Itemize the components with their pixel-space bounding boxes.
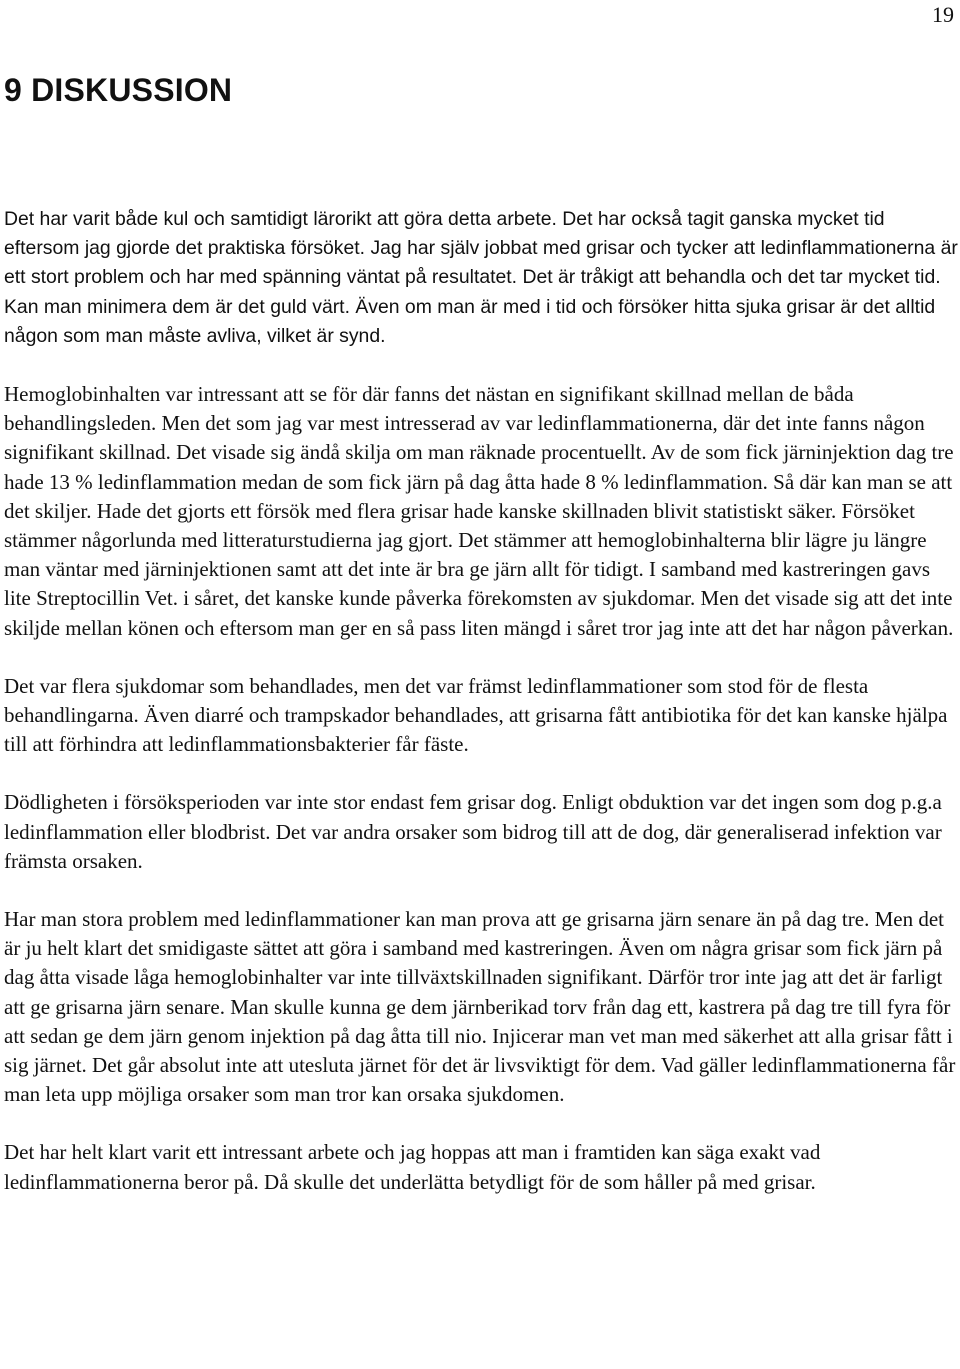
paragraph-conclusion: Det har helt klart varit ett intressant arbete och jag hoppas att man i framtiden kan säga exakt vad ledinflammationerna beror på. Då skulle det underlätta betydligt för de som håller på med grisar. xyxy=(4,1140,821,1194)
paragraph-intro: Det har varit både kul och samtidigt lärorikt att göra detta arbete. Det har också tagit ganska mycket tid eftersom jag gjorde det praktiska försöket. Jag har själv jobbat med grisar och tycker att ledinflammationerna är ett stort problem och har med spänning väntat på resultatet. Det är tråkigt att behandla och det tar mycket tid. Kan man minimera dem är det guld värt. Även om man är med i tid och försöker hitta sjuka grisar är det alltid någon som man måste avliva, vilket är synd. xyxy=(4,208,958,347)
page-number: 19 xyxy=(932,2,954,27)
paragraph-diseases: Det var flera sjukdomar som behandlades, men det var främst ledinflammationer som stod för de flesta behandlingarna. Även diarré och trampskador behandlades, att grisarna fått antibiotika för det kan kanske hjälpa till att förhindra att ledinflammationsbakterier får fäste. xyxy=(4,673,948,757)
paragraph-hemoglobin: Hemoglobinhalten var intressant att se för där fanns det nästan en signifikant skillnad mellan de båda behandlingsleden. Men det som jag var mest intresserad av var ledinflammationerna, där det inte fanns någon signifikant skillnad. Det visade sig ändå skilja om man räknade procentuellt. Av de som fick järninjektion dag tre hade 13 % ledinflammation medan de som fick järn på dag åtta hade 8 % ledinflammation. Så där kan man se att det skiljer. Hade det gjorts ett försök med flera grisar hade kanske skillnaden blivit statistiskt säker. Försöket stämmer någorlunda med litteraturstudierna jag gjort. Det stämmer att hemoglobinhalterna blir lägre ju längre man väntar med järninjektionen samt att det inte är bra ge järn allt för tidigt. I samband med kastreringen gavs lite Streptocillin Vet. i såret, det kanske kunde påverka förekomsten av sjukdomar. Men det visade sig att det inte skiljde mellan könen och eftersom man ger en så pass liten mängd i såret tror jag inte att det har någon påverkan. xyxy=(4,382,954,640)
discussion-body xyxy=(4,205,958,1197)
paragraph-recommendation: Har man stora problem med ledinflammationer kan man prova att ge grisarna järn senare än på dag tre. Men det är ju helt klart det smidigaste sättet att göra i samband med kastreringen. Även om några grisar som fick järn på dag åtta visade låga hemoglobinhalter var inte tillväxtskillnaden signifikant. Därför tror inte jag att det är farligt att ge grisarna järn senare. Man skulle kunna ge dem järnberikad torv från dag ett, kastrera på dag tre till fyra för att sedan ge dem järn genom injektion på dag åtta till nio. Injicerar man vet man med säkerhet att alla grisar fått i sig järnet. Det går absolut inte att utesluta järnet för det är livsviktigt för dem. Vad gäller ledinflammationerna får man leta upp möjliga orsaker som man tror kan orsaka sjukdomen. xyxy=(4,907,956,1107)
section-heading: 9 DISKUSSION xyxy=(4,72,233,108)
paragraph-mortality: Dödligheten i försöksperioden var inte stor endast fem grisar dog. Enligt obduktion var det ingen som dog p.g.a ledinflammation eller blodbrist. Det var andra orsaker som bidrog till att de dog, där generaliserad infektion var främsta orsaken. xyxy=(4,790,942,873)
